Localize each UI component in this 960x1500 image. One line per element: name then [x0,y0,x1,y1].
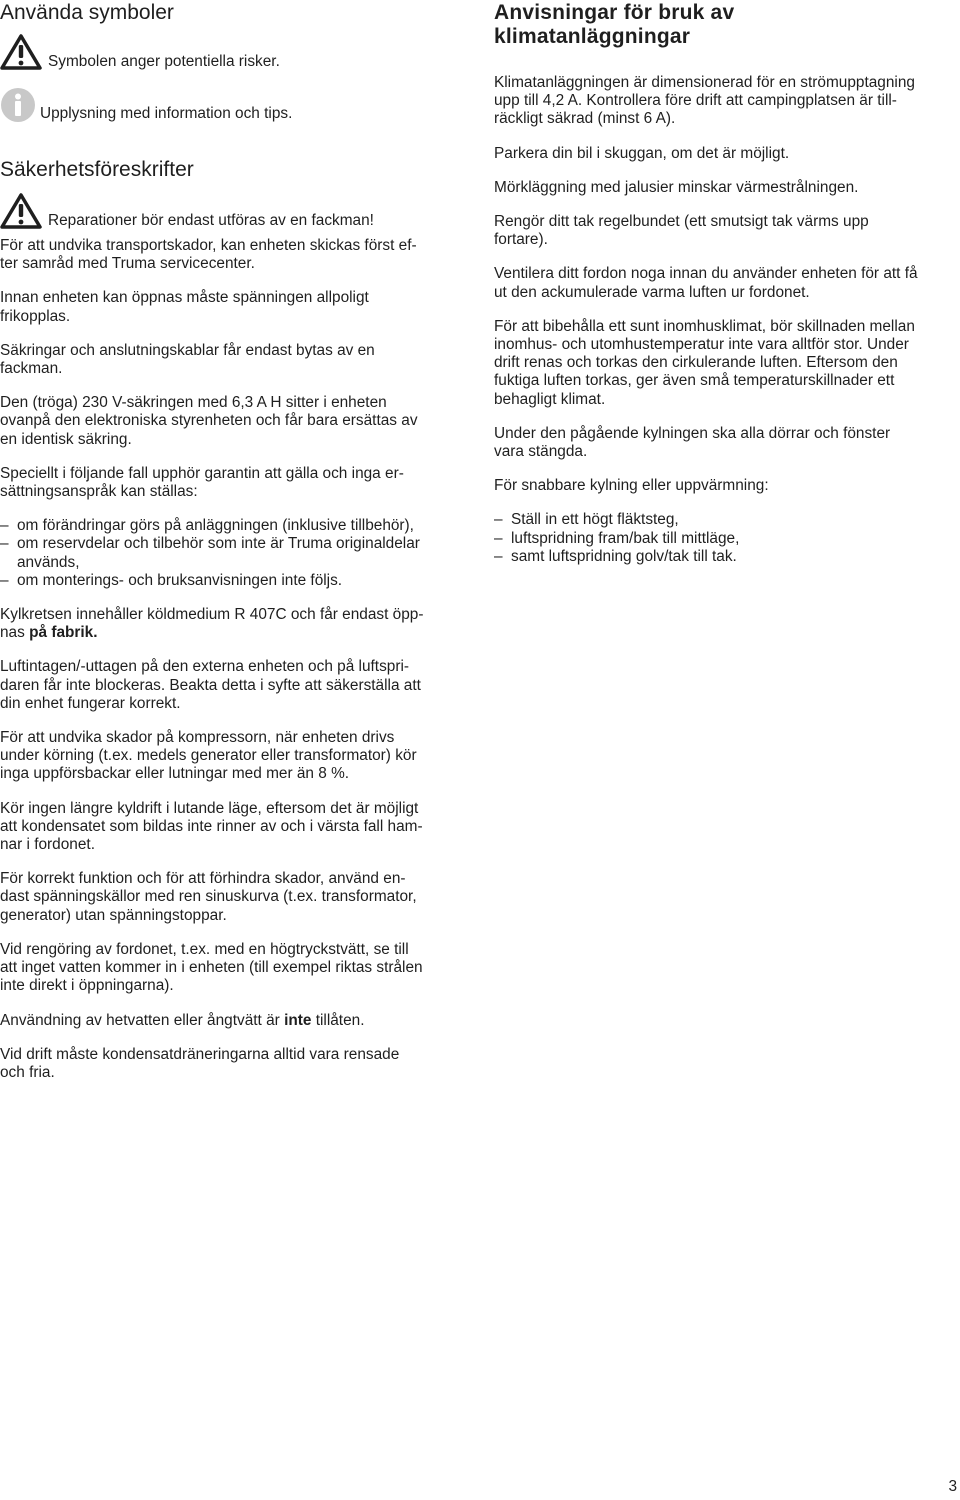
paragraph: Luftintagen/-uttagen på den externa enheten och på luftspri- daren får inte blockeras. Beakta detta i syfte att säkerställa att din enhet fungerar korrekt. [0,658,421,712]
list-item: – luftspridning fram/bak till mittläge, [494,530,960,548]
paragraph: Den (tröga) 230 V-säkringen med 6,3 A H sitter i enheten ovanpå den elektroniska styrenheten och får bara ersättas av en identisk säkring. [0,394,418,448]
paragraph: Innan enheten kan öppnas måste spänningen allpoligt frikopplas. [0,289,369,325]
list-item: – samt luftspridning golv/tak till tak. [494,548,960,566]
paragraph: För att bibehålla ett sunt inomhusklimat, bör skillnaden mellan inomhus- och utomhustemperatur inte vara alltför stor. Under drift renas och torkas den cirkulerande luften. Eftersom den fuktiga luften torkas, ger även små temperaturskillnader ett behagligt klimat. [494,317,915,408]
paragraph: För korrekt funktion och för att förhindra skador, använd en- dast spänningskällor med ren sinuskurva (t.ex. transformator, generator) utan spänningstoppar. [0,870,417,924]
warranty-list [0,517,475,590]
paragraph: Vid drift måste kondensatdräneringarna alltid vara rensade och fria. [0,1045,400,1081]
paragraph: Speciellt i följande fall upphör garantin att gälla och inga er- sättningsanspråk kan ställas: [0,464,404,501]
symbol-warning-row [0,34,475,76]
list-item: – om monterings- och bruksanvisningen inte följs. [0,572,475,590]
safety-warning-text: Reparationer bör endast utföras av en fackman! [48,212,374,229]
paragraph: Kylkretsen innehåller köldmedium R 407C och får endast öpp- nas på fabrik. [0,606,424,642]
symbol-info-row [0,87,475,127]
safety-warning-row [0,193,475,233]
paragraph: Kör ingen längre kyldrift i lutande läge, eftersom det är möjligt att kondensatet som bildas inte rinner av och i värsta fall ham- nar i fordonet. [0,799,423,854]
list-item: – Ställ in ett högt fläktsteg, [494,511,960,529]
paragraph: För snabbare kylning eller uppvärmning: [494,477,769,495]
list-item: – om reservdelar och tilbehör som inte är Truma originaldelar används, [0,535,475,571]
paragraph: Säkringar och anslutningskablar får endast bytas av en fackman. [0,341,375,378]
paragraph: Vid rengöring av fordonet, t.ex. med en högtryckstvätt, se till att inget vatten kommer in i enheten (till exempel riktas strålen inte direkt i öppningarna). [0,940,423,995]
paragraph: Användning av hetvatten eller ångtvätt är inte tillåten. [0,1011,365,1029]
paragraph: För att undvika transportskador, kan enheten skickas först ef- ter samråd med Truma servicecenter. [0,237,417,273]
left-column [0,0,475,1082]
safety-heading: Säkerhetsföreskrifter [0,158,194,181]
symbol-warning-text: Symbolen anger potentiella risker. [48,53,280,70]
right-column [494,0,960,566]
paragraph: Ventilera ditt fordon noga innan du använder enheten för att få ut den ackumulerade varma luften ur fordonet. [494,265,918,301]
paragraph: Rengör ditt tak regelbundet (ett smutsigt tak värms upp fortare). [494,213,869,249]
paragraph: Parkera din bil i skuggan, om det är möjligt. [494,144,790,162]
list-item: – om förändringar görs på anläggningen (inklusive tillbehör), [0,517,475,535]
symbol-info-text: Upplysning med information och tips. [40,105,293,122]
usage-heading: Anvisningar för bruk av klimatanläggningar [494,1,735,48]
paragraph: Mörkläggning med jalusier minskar värmestrålningen. [494,178,859,196]
page-number: 3 [948,1478,957,1495]
paragraph: För att undvika skador på kompressorn, när enheten drivs under körning (t.ex. medels generator eller transformator) kör inga uppförsbackar eller lutningar med mer än 8 %. [0,729,417,783]
symbols-heading: Använda symboler [0,1,174,24]
paragraph: Klimatanläggningen är dimensionerad för en strömupptagning upp till 4,2 A. Kontrollera före drift att campingplatsen är till- räckligt säkrad (minst 6 A). [494,74,915,128]
paragraph: Under den pågående kylningen ska alla dörrar och fönster vara stängda. [494,424,891,461]
tips-list [494,511,960,566]
